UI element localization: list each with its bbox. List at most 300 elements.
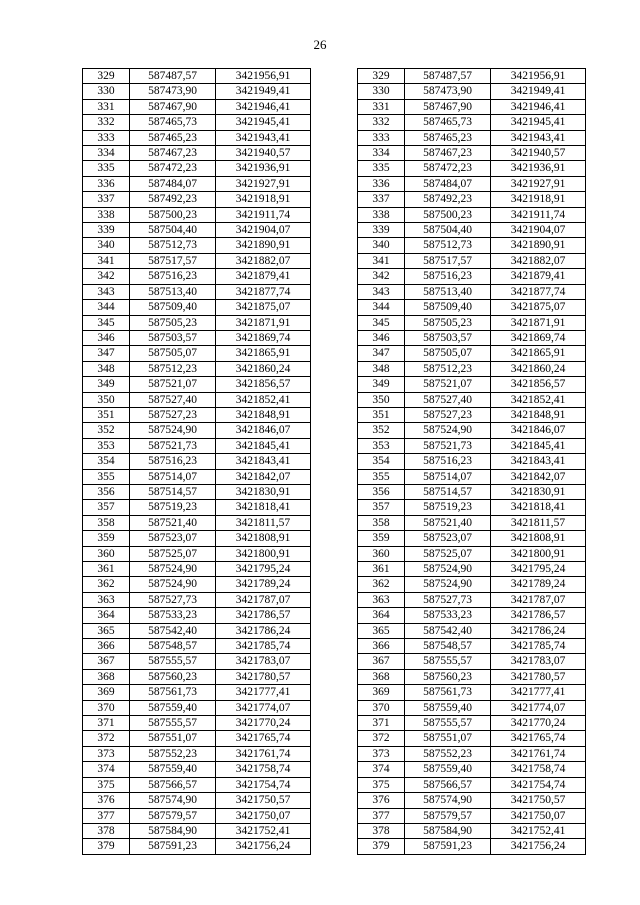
right-y-coordinate-cell: 3421750,57 xyxy=(491,793,586,808)
right-x-coordinate-cell: 587467,90 xyxy=(405,99,491,114)
left-y-coordinate-cell: 3421795,24 xyxy=(216,562,311,577)
left-x-coordinate-cell: 587467,23 xyxy=(130,146,216,161)
right-x-coordinate-cell: 587525,07 xyxy=(405,546,491,561)
column-gap xyxy=(311,69,358,84)
column-gap xyxy=(311,284,358,299)
left-point-number-cell: 342 xyxy=(83,269,130,284)
left-x-coordinate-cell: 587525,07 xyxy=(130,546,216,561)
right-point-number-cell: 334 xyxy=(358,146,405,161)
table-row xyxy=(83,99,586,114)
left-y-coordinate-cell: 3421750,07 xyxy=(216,808,311,823)
right-y-coordinate-cell: 3421758,74 xyxy=(491,762,586,777)
right-x-coordinate-cell: 587465,73 xyxy=(405,115,491,130)
left-point-number-cell: 335 xyxy=(83,161,130,176)
right-y-coordinate-cell: 3421879,41 xyxy=(491,269,586,284)
right-x-coordinate-cell: 587548,57 xyxy=(405,639,491,654)
left-y-coordinate-cell: 3421869,74 xyxy=(216,330,311,345)
right-y-coordinate-cell: 3421911,74 xyxy=(491,207,586,222)
left-x-coordinate-cell: 587500,23 xyxy=(130,207,216,222)
left-y-coordinate-cell: 3421811,57 xyxy=(216,515,311,530)
left-x-coordinate-cell: 587517,57 xyxy=(130,253,216,268)
left-y-coordinate-cell: 3421877,74 xyxy=(216,284,311,299)
table-row xyxy=(83,84,586,99)
table-row xyxy=(83,531,586,546)
right-point-number-cell: 377 xyxy=(358,808,405,823)
column-gap xyxy=(311,823,358,838)
left-point-number-cell: 375 xyxy=(83,777,130,792)
left-x-coordinate-cell: 587527,40 xyxy=(130,392,216,407)
right-y-coordinate-cell: 3421856,57 xyxy=(491,377,586,392)
left-x-coordinate-cell: 587512,23 xyxy=(130,361,216,376)
left-y-coordinate-cell: 3421765,74 xyxy=(216,731,311,746)
right-x-coordinate-cell: 587492,23 xyxy=(405,192,491,207)
right-x-coordinate-cell: 587527,73 xyxy=(405,592,491,607)
left-point-number-cell: 338 xyxy=(83,207,130,222)
right-point-number-cell: 372 xyxy=(358,731,405,746)
column-gap xyxy=(311,546,358,561)
right-point-number-cell: 330 xyxy=(358,84,405,99)
table-row xyxy=(83,808,586,823)
right-x-coordinate-cell: 587527,40 xyxy=(405,392,491,407)
left-point-number-cell: 331 xyxy=(83,99,130,114)
right-point-number-cell: 353 xyxy=(358,438,405,453)
right-point-number-cell: 355 xyxy=(358,469,405,484)
column-gap xyxy=(311,161,358,176)
left-y-coordinate-cell: 3421860,24 xyxy=(216,361,311,376)
left-x-coordinate-cell: 587559,40 xyxy=(130,762,216,777)
column-gap xyxy=(311,146,358,161)
right-x-coordinate-cell: 587519,23 xyxy=(405,500,491,515)
left-point-number-cell: 343 xyxy=(83,284,130,299)
right-point-number-cell: 341 xyxy=(358,253,405,268)
right-y-coordinate-cell: 3421783,07 xyxy=(491,654,586,669)
column-gap xyxy=(311,700,358,715)
column-gap xyxy=(311,392,358,407)
column-gap xyxy=(311,500,358,515)
left-x-coordinate-cell: 587484,07 xyxy=(130,176,216,191)
left-y-coordinate-cell: 3421940,57 xyxy=(216,146,311,161)
left-y-coordinate-cell: 3421945,41 xyxy=(216,115,311,130)
left-point-number-cell: 371 xyxy=(83,716,130,731)
right-y-coordinate-cell: 3421956,91 xyxy=(491,69,586,84)
right-point-number-cell: 365 xyxy=(358,623,405,638)
table-row xyxy=(83,361,586,376)
right-y-coordinate-cell: 3421811,57 xyxy=(491,515,586,530)
right-x-coordinate-cell: 587552,23 xyxy=(405,746,491,761)
left-y-coordinate-cell: 3421786,24 xyxy=(216,623,311,638)
left-point-number-cell: 374 xyxy=(83,762,130,777)
left-x-coordinate-cell: 587472,23 xyxy=(130,161,216,176)
table-row xyxy=(83,253,586,268)
left-y-coordinate-cell: 3421879,41 xyxy=(216,269,311,284)
right-y-coordinate-cell: 3421927,91 xyxy=(491,176,586,191)
right-y-coordinate-cell: 3421785,74 xyxy=(491,639,586,654)
left-point-number-cell: 332 xyxy=(83,115,130,130)
right-y-coordinate-cell: 3421787,07 xyxy=(491,592,586,607)
table-row xyxy=(83,176,586,191)
right-point-number-cell: 359 xyxy=(358,531,405,546)
left-y-coordinate-cell: 3421787,07 xyxy=(216,592,311,607)
left-point-number-cell: 347 xyxy=(83,346,130,361)
table-row xyxy=(83,577,586,592)
right-point-number-cell: 345 xyxy=(358,315,405,330)
left-point-number-cell: 339 xyxy=(83,223,130,238)
left-x-coordinate-cell: 587473,90 xyxy=(130,84,216,99)
right-y-coordinate-cell: 3421774,07 xyxy=(491,700,586,715)
right-point-number-cell: 338 xyxy=(358,207,405,222)
right-point-number-cell: 339 xyxy=(358,223,405,238)
left-point-number-cell: 351 xyxy=(83,407,130,422)
table-row xyxy=(83,623,586,638)
column-gap xyxy=(311,330,358,345)
column-gap xyxy=(311,238,358,253)
left-y-coordinate-cell: 3421845,41 xyxy=(216,438,311,453)
table-row xyxy=(83,346,586,361)
left-y-coordinate-cell: 3421936,91 xyxy=(216,161,311,176)
column-gap xyxy=(311,746,358,761)
left-y-coordinate-cell: 3421780,57 xyxy=(216,669,311,684)
left-point-number-cell: 373 xyxy=(83,746,130,761)
left-y-coordinate-cell: 3421946,41 xyxy=(216,99,311,114)
right-y-coordinate-cell: 3421765,74 xyxy=(491,731,586,746)
right-x-coordinate-cell: 587472,23 xyxy=(405,161,491,176)
right-point-number-cell: 335 xyxy=(358,161,405,176)
table-row xyxy=(83,515,586,530)
left-x-coordinate-cell: 587514,07 xyxy=(130,469,216,484)
column-gap xyxy=(311,407,358,422)
right-x-coordinate-cell: 587542,40 xyxy=(405,623,491,638)
column-gap xyxy=(311,253,358,268)
right-x-coordinate-cell: 587516,23 xyxy=(405,454,491,469)
table-row xyxy=(83,69,586,84)
left-y-coordinate-cell: 3421777,41 xyxy=(216,685,311,700)
right-point-number-cell: 331 xyxy=(358,99,405,114)
right-point-number-cell: 337 xyxy=(358,192,405,207)
right-y-coordinate-cell: 3421842,07 xyxy=(491,469,586,484)
right-point-number-cell: 361 xyxy=(358,562,405,577)
left-y-coordinate-cell: 3421865,91 xyxy=(216,346,311,361)
left-x-coordinate-cell: 587505,23 xyxy=(130,315,216,330)
right-x-coordinate-cell: 587516,23 xyxy=(405,269,491,284)
left-point-number-cell: 329 xyxy=(83,69,130,84)
left-point-number-cell: 336 xyxy=(83,176,130,191)
table-row xyxy=(83,407,586,422)
right-x-coordinate-cell: 587527,23 xyxy=(405,407,491,422)
column-gap xyxy=(311,192,358,207)
right-point-number-cell: 351 xyxy=(358,407,405,422)
left-point-number-cell: 354 xyxy=(83,454,130,469)
table-row xyxy=(83,330,586,345)
right-x-coordinate-cell: 587487,57 xyxy=(405,69,491,84)
left-point-number-cell: 340 xyxy=(83,238,130,253)
right-point-number-cell: 371 xyxy=(358,716,405,731)
left-y-coordinate-cell: 3421770,24 xyxy=(216,716,311,731)
right-y-coordinate-cell: 3421946,41 xyxy=(491,99,586,114)
left-x-coordinate-cell: 587521,40 xyxy=(130,515,216,530)
table-row xyxy=(83,608,586,623)
left-point-number-cell: 368 xyxy=(83,669,130,684)
left-point-number-cell: 337 xyxy=(83,192,130,207)
left-y-coordinate-cell: 3421789,24 xyxy=(216,577,311,592)
column-gap xyxy=(311,423,358,438)
left-y-coordinate-cell: 3421750,57 xyxy=(216,793,311,808)
right-y-coordinate-cell: 3421756,24 xyxy=(491,839,586,854)
table-row xyxy=(83,669,586,684)
left-x-coordinate-cell: 587542,40 xyxy=(130,623,216,638)
table-row xyxy=(83,423,586,438)
right-point-number-cell: 375 xyxy=(358,777,405,792)
page-number: 26 xyxy=(313,37,327,52)
right-point-number-cell: 342 xyxy=(358,269,405,284)
left-x-coordinate-cell: 587591,23 xyxy=(130,839,216,854)
right-y-coordinate-cell: 3421761,74 xyxy=(491,746,586,761)
right-point-number-cell: 332 xyxy=(358,115,405,130)
column-gap xyxy=(311,777,358,792)
right-y-coordinate-cell: 3421754,74 xyxy=(491,777,586,792)
left-y-coordinate-cell: 3421843,41 xyxy=(216,454,311,469)
column-gap xyxy=(311,469,358,484)
right-y-coordinate-cell: 3421830,91 xyxy=(491,484,586,499)
left-y-coordinate-cell: 3421830,91 xyxy=(216,484,311,499)
table-row xyxy=(83,793,586,808)
left-y-coordinate-cell: 3421890,91 xyxy=(216,238,311,253)
right-x-coordinate-cell: 587514,57 xyxy=(405,484,491,499)
left-x-coordinate-cell: 587516,23 xyxy=(130,269,216,284)
left-x-coordinate-cell: 587513,40 xyxy=(130,284,216,299)
column-gap xyxy=(311,623,358,638)
left-x-coordinate-cell: 587555,57 xyxy=(130,654,216,669)
left-point-number-cell: 358 xyxy=(83,515,130,530)
right-x-coordinate-cell: 587514,07 xyxy=(405,469,491,484)
right-y-coordinate-cell: 3421860,24 xyxy=(491,361,586,376)
right-y-coordinate-cell: 3421882,07 xyxy=(491,253,586,268)
column-gap xyxy=(311,608,358,623)
table-row xyxy=(83,639,586,654)
right-point-number-cell: 343 xyxy=(358,284,405,299)
right-x-coordinate-cell: 587512,73 xyxy=(405,238,491,253)
column-gap xyxy=(311,531,358,546)
left-x-coordinate-cell: 587579,57 xyxy=(130,808,216,823)
left-point-number-cell: 353 xyxy=(83,438,130,453)
right-y-coordinate-cell: 3421943,41 xyxy=(491,130,586,145)
left-point-number-cell: 349 xyxy=(83,377,130,392)
left-x-coordinate-cell: 587533,23 xyxy=(130,608,216,623)
right-x-coordinate-cell: 587524,90 xyxy=(405,562,491,577)
right-x-coordinate-cell: 587584,90 xyxy=(405,823,491,838)
left-point-number-cell: 357 xyxy=(83,500,130,515)
right-y-coordinate-cell: 3421940,57 xyxy=(491,146,586,161)
left-x-coordinate-cell: 587509,40 xyxy=(130,300,216,315)
right-x-coordinate-cell: 587561,73 xyxy=(405,685,491,700)
left-point-number-cell: 367 xyxy=(83,654,130,669)
left-point-number-cell: 348 xyxy=(83,361,130,376)
column-gap xyxy=(311,577,358,592)
left-x-coordinate-cell: 587516,23 xyxy=(130,454,216,469)
left-x-coordinate-cell: 587524,90 xyxy=(130,577,216,592)
column-gap xyxy=(311,84,358,99)
left-point-number-cell: 376 xyxy=(83,793,130,808)
right-x-coordinate-cell: 587533,23 xyxy=(405,608,491,623)
table-row xyxy=(83,746,586,761)
right-point-number-cell: 373 xyxy=(358,746,405,761)
left-x-coordinate-cell: 587524,90 xyxy=(130,562,216,577)
left-point-number-cell: 366 xyxy=(83,639,130,654)
right-y-coordinate-cell: 3421949,41 xyxy=(491,84,586,99)
column-gap xyxy=(311,99,358,114)
right-y-coordinate-cell: 3421752,41 xyxy=(491,823,586,838)
right-y-coordinate-cell: 3421904,07 xyxy=(491,223,586,238)
left-point-number-cell: 372 xyxy=(83,731,130,746)
table-row xyxy=(83,762,586,777)
column-gap xyxy=(311,346,358,361)
column-gap xyxy=(311,207,358,222)
left-y-coordinate-cell: 3421949,41 xyxy=(216,84,311,99)
table-row xyxy=(83,207,586,222)
left-y-coordinate-cell: 3421856,57 xyxy=(216,377,311,392)
left-point-number-cell: 378 xyxy=(83,823,130,838)
right-x-coordinate-cell: 587521,73 xyxy=(405,438,491,453)
right-x-coordinate-cell: 587524,90 xyxy=(405,423,491,438)
right-point-number-cell: 367 xyxy=(358,654,405,669)
right-y-coordinate-cell: 3421936,91 xyxy=(491,161,586,176)
left-y-coordinate-cell: 3421800,91 xyxy=(216,546,311,561)
right-y-coordinate-cell: 3421890,91 xyxy=(491,238,586,253)
column-gap xyxy=(311,716,358,731)
table-row xyxy=(83,161,586,176)
left-y-coordinate-cell: 3421846,07 xyxy=(216,423,311,438)
left-point-number-cell: 344 xyxy=(83,300,130,315)
left-point-number-cell: 364 xyxy=(83,608,130,623)
table-row xyxy=(83,269,586,284)
right-y-coordinate-cell: 3421789,24 xyxy=(491,577,586,592)
column-gap xyxy=(311,808,358,823)
right-x-coordinate-cell: 587555,57 xyxy=(405,654,491,669)
right-y-coordinate-cell: 3421770,24 xyxy=(491,716,586,731)
column-gap xyxy=(311,669,358,684)
right-point-number-cell: 349 xyxy=(358,377,405,392)
left-x-coordinate-cell: 587465,23 xyxy=(130,130,216,145)
right-x-coordinate-cell: 587512,23 xyxy=(405,361,491,376)
right-x-coordinate-cell: 587566,57 xyxy=(405,777,491,792)
left-x-coordinate-cell: 587519,23 xyxy=(130,500,216,515)
left-x-coordinate-cell: 587548,57 xyxy=(130,639,216,654)
right-point-number-cell: 347 xyxy=(358,346,405,361)
right-y-coordinate-cell: 3421845,41 xyxy=(491,438,586,453)
column-gap xyxy=(311,130,358,145)
right-x-coordinate-cell: 587551,07 xyxy=(405,731,491,746)
right-x-coordinate-cell: 587521,40 xyxy=(405,515,491,530)
right-point-number-cell: 370 xyxy=(358,700,405,715)
left-y-coordinate-cell: 3421756,24 xyxy=(216,839,311,854)
right-point-number-cell: 352 xyxy=(358,423,405,438)
table-row xyxy=(83,284,586,299)
left-point-number-cell: 359 xyxy=(83,531,130,546)
right-x-coordinate-cell: 587579,57 xyxy=(405,808,491,823)
table-row xyxy=(83,500,586,515)
left-y-coordinate-cell: 3421918,91 xyxy=(216,192,311,207)
right-point-number-cell: 348 xyxy=(358,361,405,376)
right-x-coordinate-cell: 587504,40 xyxy=(405,223,491,238)
left-x-coordinate-cell: 587514,57 xyxy=(130,484,216,499)
right-y-coordinate-cell: 3421843,41 xyxy=(491,454,586,469)
column-gap xyxy=(311,562,358,577)
column-gap xyxy=(311,454,358,469)
right-y-coordinate-cell: 3421750,07 xyxy=(491,808,586,823)
right-y-coordinate-cell: 3421869,74 xyxy=(491,330,586,345)
right-y-coordinate-cell: 3421818,41 xyxy=(491,500,586,515)
left-point-number-cell: 362 xyxy=(83,577,130,592)
left-point-number-cell: 330 xyxy=(83,84,130,99)
right-y-coordinate-cell: 3421786,24 xyxy=(491,623,586,638)
right-x-coordinate-cell: 587591,23 xyxy=(405,839,491,854)
right-point-number-cell: 329 xyxy=(358,69,405,84)
right-point-number-cell: 356 xyxy=(358,484,405,499)
column-gap xyxy=(311,300,358,315)
column-gap xyxy=(311,839,358,854)
left-x-coordinate-cell: 587561,73 xyxy=(130,685,216,700)
right-point-number-cell: 340 xyxy=(358,238,405,253)
left-y-coordinate-cell: 3421786,57 xyxy=(216,608,311,623)
right-x-coordinate-cell: 587505,07 xyxy=(405,346,491,361)
right-point-number-cell: 336 xyxy=(358,176,405,191)
left-x-coordinate-cell: 587521,73 xyxy=(130,438,216,453)
right-point-number-cell: 360 xyxy=(358,546,405,561)
table-row xyxy=(83,454,586,469)
left-point-number-cell: 370 xyxy=(83,700,130,715)
right-x-coordinate-cell: 587473,90 xyxy=(405,84,491,99)
right-x-coordinate-cell: 587524,90 xyxy=(405,577,491,592)
table-row xyxy=(83,546,586,561)
right-y-coordinate-cell: 3421777,41 xyxy=(491,685,586,700)
left-y-coordinate-cell: 3421754,74 xyxy=(216,777,311,792)
right-x-coordinate-cell: 587559,40 xyxy=(405,762,491,777)
left-point-number-cell: 361 xyxy=(83,562,130,577)
right-x-coordinate-cell: 587560,23 xyxy=(405,669,491,684)
table-row xyxy=(83,716,586,731)
left-x-coordinate-cell: 587524,90 xyxy=(130,423,216,438)
right-x-coordinate-cell: 587523,07 xyxy=(405,531,491,546)
column-gap xyxy=(311,361,358,376)
table-row xyxy=(83,192,586,207)
column-gap xyxy=(311,515,358,530)
right-x-coordinate-cell: 587465,23 xyxy=(405,130,491,145)
left-x-coordinate-cell: 587560,23 xyxy=(130,669,216,684)
table-row xyxy=(83,562,586,577)
right-point-number-cell: 378 xyxy=(358,823,405,838)
left-y-coordinate-cell: 3421752,41 xyxy=(216,823,311,838)
left-x-coordinate-cell: 587574,90 xyxy=(130,793,216,808)
right-x-coordinate-cell: 587574,90 xyxy=(405,793,491,808)
right-point-number-cell: 354 xyxy=(358,454,405,469)
left-y-coordinate-cell: 3421875,07 xyxy=(216,300,311,315)
left-point-number-cell: 352 xyxy=(83,423,130,438)
left-x-coordinate-cell: 587523,07 xyxy=(130,531,216,546)
left-y-coordinate-cell: 3421956,91 xyxy=(216,69,311,84)
right-point-number-cell: 379 xyxy=(358,839,405,854)
right-y-coordinate-cell: 3421852,41 xyxy=(491,392,586,407)
left-x-coordinate-cell: 587487,57 xyxy=(130,69,216,84)
right-point-number-cell: 368 xyxy=(358,669,405,684)
right-point-number-cell: 364 xyxy=(358,608,405,623)
right-x-coordinate-cell: 587503,57 xyxy=(405,330,491,345)
right-x-coordinate-cell: 587521,07 xyxy=(405,377,491,392)
right-y-coordinate-cell: 3421800,91 xyxy=(491,546,586,561)
column-gap xyxy=(311,592,358,607)
coordinates-table xyxy=(82,68,586,855)
table-row xyxy=(83,731,586,746)
right-x-coordinate-cell: 587484,07 xyxy=(405,176,491,191)
left-x-coordinate-cell: 587559,40 xyxy=(130,700,216,715)
